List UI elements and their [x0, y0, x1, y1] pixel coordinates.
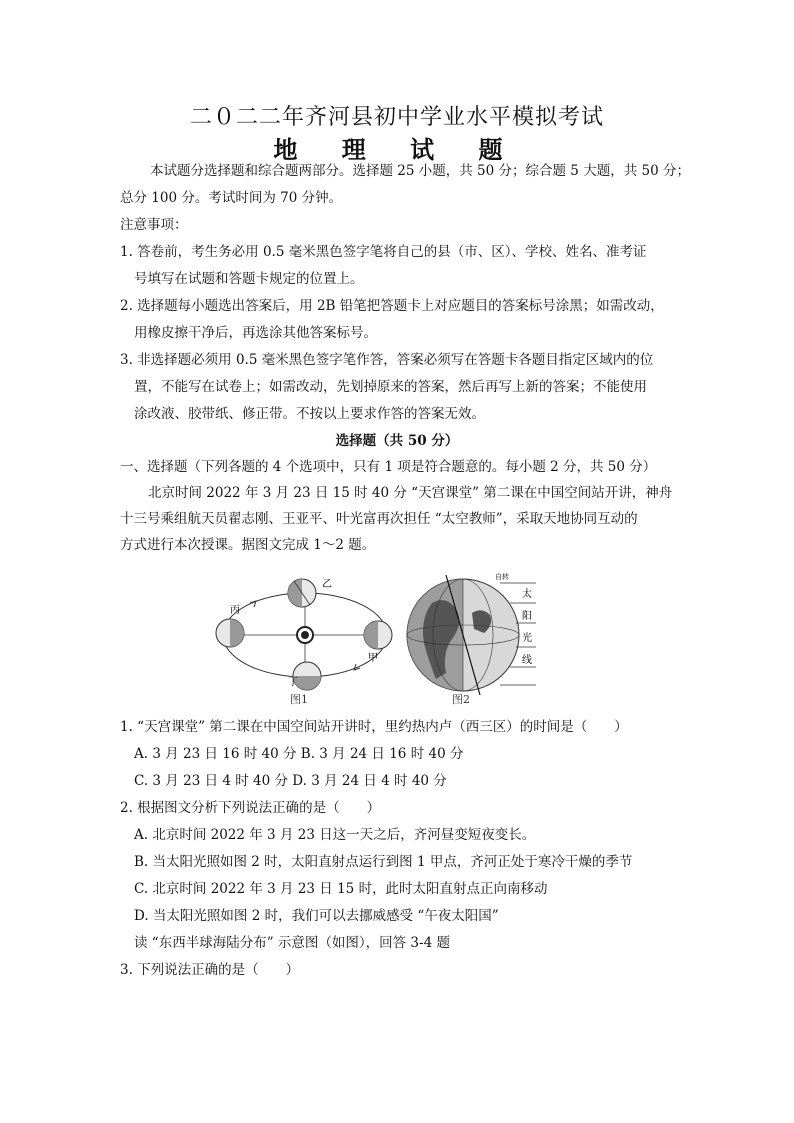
- subject-title: 地 理 试 题: [273, 135, 521, 164]
- note-2b: 用橡皮擦干净后，再选涂其他答案标号。: [134, 325, 377, 341]
- label-yi: 乙: [322, 579, 332, 590]
- question-2-option-a: A. 北京时间 2022 年 3 月 23 日这一天之后，齐河昼变短夜变长。: [134, 827, 536, 843]
- note-3a: 3. 非选择题必须用 0.5 毫米黑色签字笔作答，答案必须写在答题卡各题目指定区域内的位: [120, 352, 654, 368]
- note-3c: 涂改液、胶带纸、修正带。不按以上要求作答的答案无效。: [134, 406, 485, 422]
- question-1-options-cd: C. 3 月 23 日 4 时 40 分 D. 3 月 24 日 4 时 40 分: [134, 773, 447, 789]
- sunlight-char-4: 线: [522, 655, 532, 666]
- label-bing: 丙: [230, 605, 240, 616]
- question-1: 1. “天宫课堂” 第二课在中国空间站开讲时，里约热内卢（西三区）的时间是（ ）: [120, 719, 628, 735]
- question-1-options-ab: A. 3 月 23 日 16 时 40 分 B. 3 月 24 日 16 时 40 分: [134, 746, 464, 762]
- figure-1-orbit-diagram: [210, 573, 540, 708]
- note-1a: 1. 答卷前，考生务必用 0.5 毫米黑色签字笔将自己的县（市、区）、学校、姓名、准考证: [120, 244, 647, 260]
- earth-jia: [364, 621, 392, 649]
- question-2-option-d: D. 当太阳光照如图 2 时，我们可以去挪威感受 “午夜太阳国”: [134, 908, 499, 924]
- sunlight-char-1: 太: [522, 589, 532, 600]
- figure-1-caption: 图1: [290, 693, 308, 706]
- section-instructions: 一、选择题（下列各题的 4 个选项中，只有 1 项是符合题意的。每小题 2 分，共 50 分）: [120, 459, 657, 475]
- exam-title: 二０二二年齐河县初中学业水平模拟考试: [189, 105, 604, 130]
- intro-line-1: 本试题分选择题和综合题两部分。选择题 25 小题，共 50 分；综合题 5 大题，共 50 分；: [150, 163, 690, 179]
- sunlight-char-3: 光: [522, 633, 532, 644]
- figure-2-globe: [407, 575, 536, 695]
- label-jia: 甲: [368, 653, 378, 664]
- rotation-label: 自转: [495, 573, 509, 581]
- passage-line-2: 十三号乘组航天员翟志刚、王亚平、叶光富再次担任 “太空教师”，采取天地协同互动的: [120, 511, 638, 527]
- note-1b: 号填写在试题和答题卡规定的位置上。: [134, 271, 364, 287]
- notes-heading: 注意事项：: [120, 217, 188, 233]
- reading-prompt: 读 “东西半球海陆分布” 示意图（如图），回答 3-4 题: [134, 935, 450, 951]
- intro-line-2: 总分 100 分。考试时间为 70 分钟。: [120, 190, 343, 206]
- section-title: 选择题（共 50 分）: [335, 433, 459, 449]
- question-2-option-c: C. 北京时间 2022 年 3 月 23 日 15 时，此时太阳直射点正向南移动: [134, 881, 548, 897]
- label-ding: 丁: [288, 677, 298, 688]
- note-2a: 2. 选择题每小题选出答案后，用 2B 铅笔把答题卡上对应题目的答案标号涂黑；如需改动，: [120, 298, 664, 314]
- question-2-option-b: B. 当太阳光照如图 2 时，太阳直射点运行到图 1 甲点，齐河正处于寒冷干燥的季节: [134, 854, 633, 870]
- passage-line-3: 方式进行本次授课。据图文完成 1～2 题。: [120, 537, 376, 553]
- earth-yi: [288, 579, 316, 607]
- note-3b: 置，不能写在试卷上；如需改动，先划掉原来的答案，然后再写上新的答案；不能使用: [134, 379, 647, 395]
- question-3: 3. 下列说法正确的是（ ）: [120, 962, 300, 978]
- figure-area: [210, 573, 540, 708]
- passage-line-1: 北京时间 2022 年 3 月 23 日 15 时 40 分 “天宫课堂” 第二课在中国空间站开讲，神舟: [148, 485, 673, 501]
- sunlight-char-2: 阳: [522, 611, 532, 622]
- figure-2-caption: 图2: [452, 693, 470, 706]
- earth-bing: [216, 619, 244, 647]
- question-2: 2. 根据图文分析下列说法正确的是（ ）: [120, 800, 381, 816]
